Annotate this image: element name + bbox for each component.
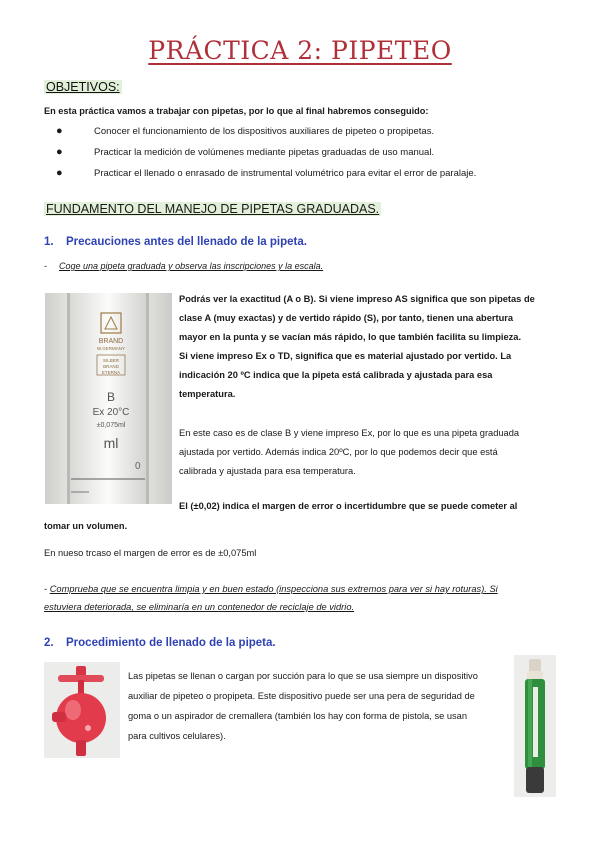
paragraph-line: mayor en la punta y se vacían más rápido, lo que también facilita su limpieza. [179,332,522,342]
paragraph-line: clase A (muy exactas) y de vertido rápido (S), por tanto, tienen una abertura [179,313,514,323]
pipette-illustration [45,293,172,504]
paragraph-line: Si viene impreso Ex o TD, significa que es material ajustado por vertido. La [179,351,512,361]
error-margin-text: En nueso trcaso el margen de error es de ±0,075ml [44,548,257,558]
paragraph-line: auxiliar de pipeteo o propipeta. Este dispositivo puede ser una pera de seguridad de [128,691,475,701]
paragraph-line: indicación 20 ºC indica que la pipeta está calibrada y ajustada para esa [179,370,493,380]
photo-country-label: W.GERMANY [96,346,126,351]
paragraph-line: Podrás ver la exactitud (A o B). Si viene impreso AS significa que son pipetas de [179,294,535,304]
list-item-text: Practicar la medición de volúmenes mediante pipetas graduadas de uso manual. [94,147,435,158]
bullet-icon: ● [56,167,63,179]
list-item-text: Conocer el funcionamiento de los dispositivos auxiliares de pipeteo o propipetas. [94,126,435,137]
pipette-photo [45,293,172,504]
section-1-heading [44,236,307,248]
check-paragraph [44,580,556,616]
photo-tolerance-label: ±0,075ml [96,422,126,429]
list-item-text: Practicar el llenado o enrasado de instrumental volumétrico para evitar el error de paralaje. [94,168,477,179]
green-filler-illustration [514,655,556,797]
photo-ex-label: Ex 20°C [92,407,130,418]
pipette-filler-photo [514,655,556,797]
dash-marker: - [44,261,47,271]
section-title: Procedimiento de llenado de la pipeta. [66,637,276,649]
section-number: 1. [44,236,54,248]
bullet-icon: ● [56,125,63,137]
objetivos-heading: OBJETIVOS: [46,80,120,94]
instruction-text: Coge una pipeta graduada y observa las inscripciones y la escala. [59,261,324,271]
photo-unit-label: ml [103,435,119,451]
paragraph-line: Las pipetas se llenan o cargan por succión para lo que se usa siempre un dispositivo [128,671,478,681]
pipette-bulb-photo [44,662,120,758]
red-bulb-illustration [44,662,120,758]
paragraph-line [44,580,556,598]
paragraph-line: temperatura. [179,389,236,399]
page-title: PRÁCTICA 2: PIPETEO [148,36,452,65]
paragraph-line: para cultivos celulares). [128,731,226,741]
photo-label-brand2: BRAND [103,364,119,369]
fundamento-heading: FUNDAMENTO DEL MANEJO DE PIPETAS GRADUADAS. [46,202,380,216]
section-title: Precauciones antes del llenado de la pipeta. [66,236,307,248]
photo-class-label: B [106,390,116,404]
paragraph-error-line1: El (±0,02) indica el margen de error o incertidumbre que se puede cometer al [179,501,518,511]
procedure-paragraph [128,666,508,746]
check-text-2: estuviera deteriorada, se eliminaría en un contenedor de reciclaje de vidrio. [44,602,355,612]
bullet-icon: ● [56,146,63,158]
paragraph-line: ajustada por vertido. Además indica 20ºC, por lo que podemos decir que está [179,447,498,457]
photo-brand-label: BRAND [98,338,124,345]
paragraph-line: calibrada y ajustada para esa temperatura. [179,466,356,476]
photo-label-eterna: ETERNA [101,370,121,375]
paragraph-line: En este caso es de clase B y viene impreso Ex, por lo que es una pipeta graduada [179,428,520,438]
paragraph-class-b [179,424,556,481]
section-number: 2. [44,637,54,649]
paragraph-accuracy [179,290,556,404]
photo-scale-zero: 0 [135,461,141,472]
instruction-line [44,261,323,271]
photo-label-silber: SILBER [102,358,120,363]
dash-marker: - [44,584,48,594]
section-2-heading [44,637,276,649]
paragraph-error-line2: tomar un volumen. [44,521,128,531]
check-text-1: Comprueba que se encuentra limpia y en buen estado (inspecciona sus extremos para ver si hay roturas). Si [49,584,498,594]
paragraph-line: goma o un aspirador de cremallera (también los hay con forma de pistola, se usan [128,711,468,721]
objetivos-intro: En esta práctica vamos a trabajar con pipetas, por lo que al final habremos conseguido: [44,106,429,116]
